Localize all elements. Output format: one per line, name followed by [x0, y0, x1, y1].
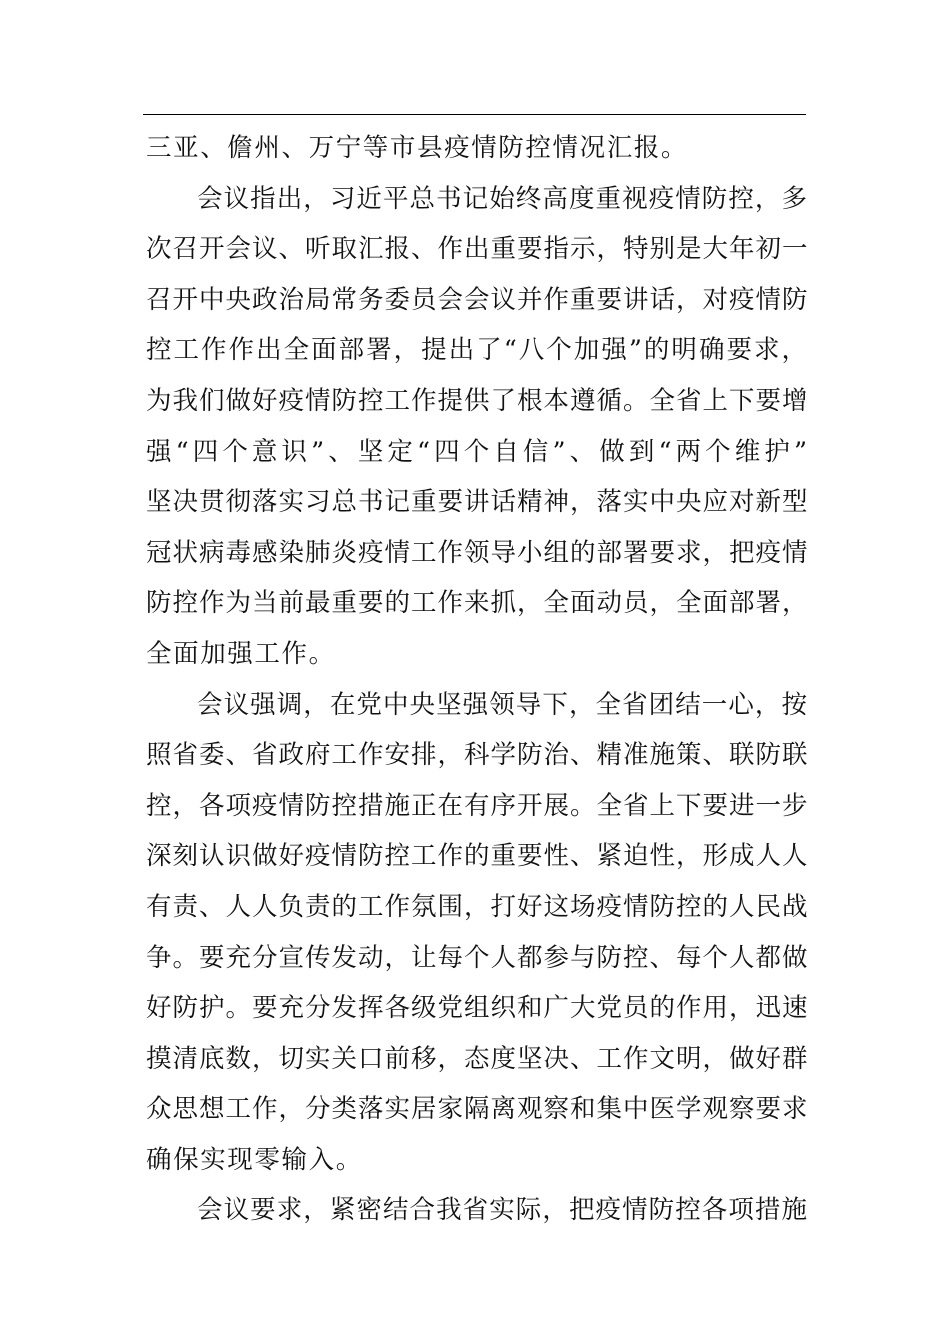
text-line: 确保实现零输入。 — [146, 1144, 363, 1175]
text-line: 冠状病毒感染肺炎疫情工作领导小组的部署要求，把疫情 — [146, 537, 809, 568]
text-line: 众思想工作，分类落实居家隔离观察和集中医学观察要求 — [146, 1094, 809, 1125]
text-line: 摸清底数，切实关口前移，态度坚决、工作文明，做好群 — [146, 1043, 809, 1074]
text-line: 坚决贯彻落实习总书记重要讲话精神，落实中央应对新型 — [146, 487, 809, 518]
text-line: 会议强调，在党中央坚强领导下，全省团结一心，按 — [197, 689, 808, 720]
text-line: 好防护。要充分发挥各级党组织和广大党员的作用，迅速 — [146, 993, 809, 1024]
text-line: 召开中央政治局常务委员会会议并作重要讲话，对疫情防 — [146, 284, 809, 315]
text-line: 会议指出，习近平总书记始终高度重视疫情防控，多 — [197, 183, 808, 214]
text-line: 三亚、儋州、万宁等市县疫情防控情况汇报。 — [146, 133, 689, 163]
text-line: 有责、人人负责的工作氛围，打好这场疫情防控的人民战 — [146, 891, 809, 922]
text-line: 全面加强工作。 — [146, 638, 336, 669]
text-line: 深刻认识做好疫情防控工作的重要性、紧迫性，形成人人 — [146, 841, 809, 872]
text-line: 争。要充分宣传发动，让每个人都参与防控、每个人都做 — [146, 942, 809, 973]
text-line: 控，各项疫情防控措施正在有序开展。全省上下要进一步 — [146, 790, 809, 821]
text-line: 防控作为当前最重要的工作来抓，全面动员，全面部署， — [146, 588, 809, 619]
text-line: 次召开会议、听取汇报、作出重要指示，特别是大年初一 — [146, 234, 809, 265]
text-line: 会议要求，紧密结合我省实际，把疫情防控各项措施 — [197, 1195, 808, 1226]
text-line: 强“四个意识”、坚定“四个自信”、做到“两个维护” — [146, 436, 808, 467]
text-line: 控工作作出全面部署，提出了“八个加强”的明确要求， — [146, 335, 808, 366]
header-rule — [143, 114, 806, 115]
body-text — [146, 123, 808, 1236]
text-line: 为我们做好疫情防控工作提供了根本遵循。全省上下要增 — [146, 385, 809, 416]
text-line: 照省委、省政府工作安排，科学防治、精准施策、联防联 — [146, 740, 809, 771]
